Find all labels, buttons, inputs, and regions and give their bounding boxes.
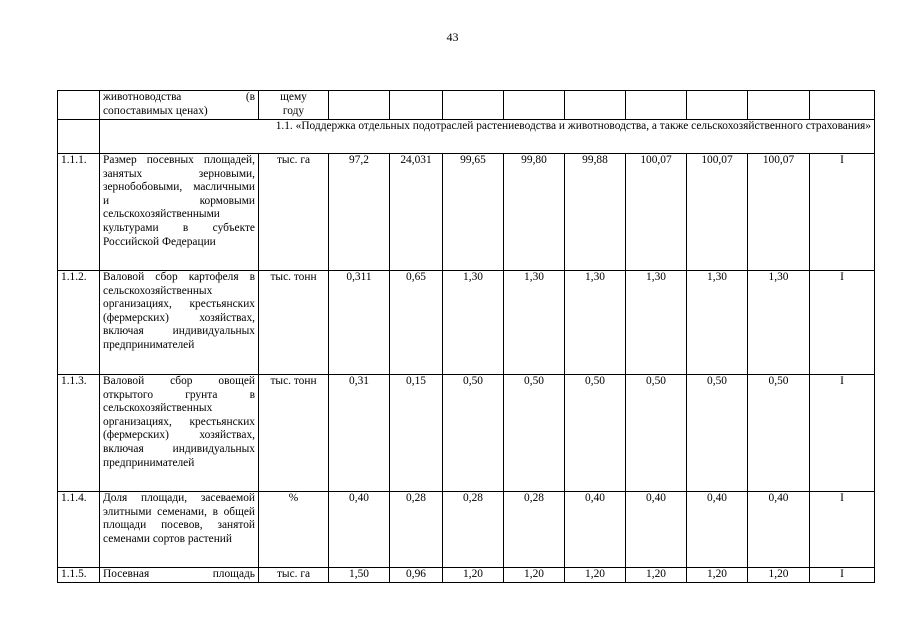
value-cell: 0,40 bbox=[748, 492, 810, 568]
cell-num bbox=[58, 91, 100, 120]
unit-of-measure: тыс. га bbox=[259, 568, 329, 583]
value-cell: 1,20 bbox=[687, 568, 748, 583]
cell-empty bbox=[810, 91, 875, 120]
value-cell: 1,20 bbox=[626, 568, 687, 583]
continued-name-line2: сопоставимых ценах) bbox=[103, 104, 208, 117]
value-cell: 0,311 bbox=[329, 271, 390, 375]
table-row bbox=[58, 154, 875, 271]
continued-name-left: животноводства bbox=[103, 91, 182, 103]
cell-empty bbox=[565, 91, 626, 120]
section-row bbox=[58, 120, 875, 154]
value-cell: 0,40 bbox=[329, 492, 390, 568]
value-cell: 99,88 bbox=[565, 154, 626, 271]
value-cell: 0,28 bbox=[443, 492, 504, 568]
value-cell: 1,30 bbox=[443, 271, 504, 375]
cell-empty bbox=[443, 91, 504, 120]
indicator-name: Доля площади, засеваемой элитными семенами, в общей площади посевов, занятой семенами сортов растений bbox=[100, 492, 259, 568]
value-cell: 0,50 bbox=[626, 375, 687, 492]
value-cell: 100,07 bbox=[687, 154, 748, 271]
continued-name-right: (в bbox=[245, 91, 255, 103]
continued-unit-line2: году bbox=[282, 104, 305, 117]
value-cell: 100,07 bbox=[626, 154, 687, 271]
value-cell: 1,30 bbox=[504, 271, 565, 375]
value-cell: 0,40 bbox=[626, 492, 687, 568]
value-cell: 0,96 bbox=[390, 568, 443, 583]
value-cell: 97,2 bbox=[329, 154, 390, 271]
unit-of-measure: тыс. га bbox=[259, 154, 329, 271]
indicator-name: Размер посевных площадей, занятых зерновыми, зернобобовыми, масличными и кормовыми сельскохозяйственными культурами в субъекте Российской Федерации bbox=[100, 154, 259, 271]
value-cell: 1,50 bbox=[329, 568, 390, 583]
value-cell: 0,28 bbox=[390, 492, 443, 568]
cell-empty bbox=[748, 91, 810, 120]
indicator-type: I bbox=[810, 568, 875, 583]
cell-empty bbox=[504, 91, 565, 120]
value-cell: 99,80 bbox=[504, 154, 565, 271]
cell-num bbox=[58, 120, 100, 154]
indicator-type: I bbox=[810, 154, 875, 271]
value-cell: 0,40 bbox=[687, 492, 748, 568]
indicators-table bbox=[57, 90, 875, 583]
section-title: 1.1. «Поддержка отдельных подотраслей растениеводства и животноводства, а также сельскохозяйственного страхования» bbox=[100, 120, 875, 154]
value-cell: 0,50 bbox=[443, 375, 504, 492]
value-cell: 1,20 bbox=[565, 568, 626, 583]
value-cell: 0,31 bbox=[329, 375, 390, 492]
cell-empty bbox=[687, 91, 748, 120]
indicator-type: I bbox=[810, 271, 875, 375]
indicator-type: I bbox=[810, 492, 875, 568]
continued-unit-line1: щему bbox=[280, 91, 307, 103]
value-cell: 0,50 bbox=[687, 375, 748, 492]
value-cell: 100,07 bbox=[748, 154, 810, 271]
indicator-name: Валовой сбор картофеля в сельскохозяйственных организациях, крестьянских (фермерских) хозяйствах, включая индивидуальных предпринимателей bbox=[100, 271, 259, 375]
table-row bbox=[58, 375, 875, 492]
cell-empty bbox=[390, 91, 443, 120]
row-number: 1.1.3. bbox=[58, 375, 100, 492]
indicator-name: Посевная площадь bbox=[100, 568, 259, 583]
continued-row bbox=[58, 91, 875, 120]
value-cell: 0,50 bbox=[565, 375, 626, 492]
value-cell: 1,30 bbox=[565, 271, 626, 375]
table-row bbox=[58, 492, 875, 568]
indicator-name: Валовой сбор овощей открытого грунта в сельскохозяйственных организациях, крестьянских (фермерских) хозяйствах, включая индивидуальных предпринимателей bbox=[100, 375, 259, 492]
row-number: 1.1.5. bbox=[58, 568, 100, 583]
value-cell: 0,15 bbox=[390, 375, 443, 492]
row-number: 1.1.1. bbox=[58, 154, 100, 271]
row-number: 1.1.4. bbox=[58, 492, 100, 568]
unit-of-measure: тыс. тонн bbox=[259, 375, 329, 492]
value-cell: 99,65 bbox=[443, 154, 504, 271]
value-cell: 24,031 bbox=[390, 154, 443, 271]
value-cell: 1,30 bbox=[687, 271, 748, 375]
unit-of-measure: тыс. тонн bbox=[259, 271, 329, 375]
row-number: 1.1.2. bbox=[58, 271, 100, 375]
value-cell: 1,30 bbox=[626, 271, 687, 375]
table-row bbox=[58, 271, 875, 375]
value-cell: 1,20 bbox=[748, 568, 810, 583]
cell-empty bbox=[626, 91, 687, 120]
cell-unit bbox=[259, 91, 329, 120]
value-cell: 0,40 bbox=[565, 492, 626, 568]
page-number: 43 bbox=[446, 30, 459, 44]
table-row bbox=[58, 568, 875, 583]
value-cell: 1,30 bbox=[748, 271, 810, 375]
value-cell: 1,20 bbox=[504, 568, 565, 583]
value-cell: 0,28 bbox=[504, 492, 565, 568]
cell-name bbox=[100, 91, 259, 120]
unit-of-measure: % bbox=[259, 492, 329, 568]
value-cell: 0,65 bbox=[390, 271, 443, 375]
cell-empty bbox=[329, 91, 390, 120]
indicator-type: I bbox=[810, 375, 875, 492]
value-cell: 0,50 bbox=[504, 375, 565, 492]
value-cell: 1,20 bbox=[443, 568, 504, 583]
value-cell: 0,50 bbox=[748, 375, 810, 492]
